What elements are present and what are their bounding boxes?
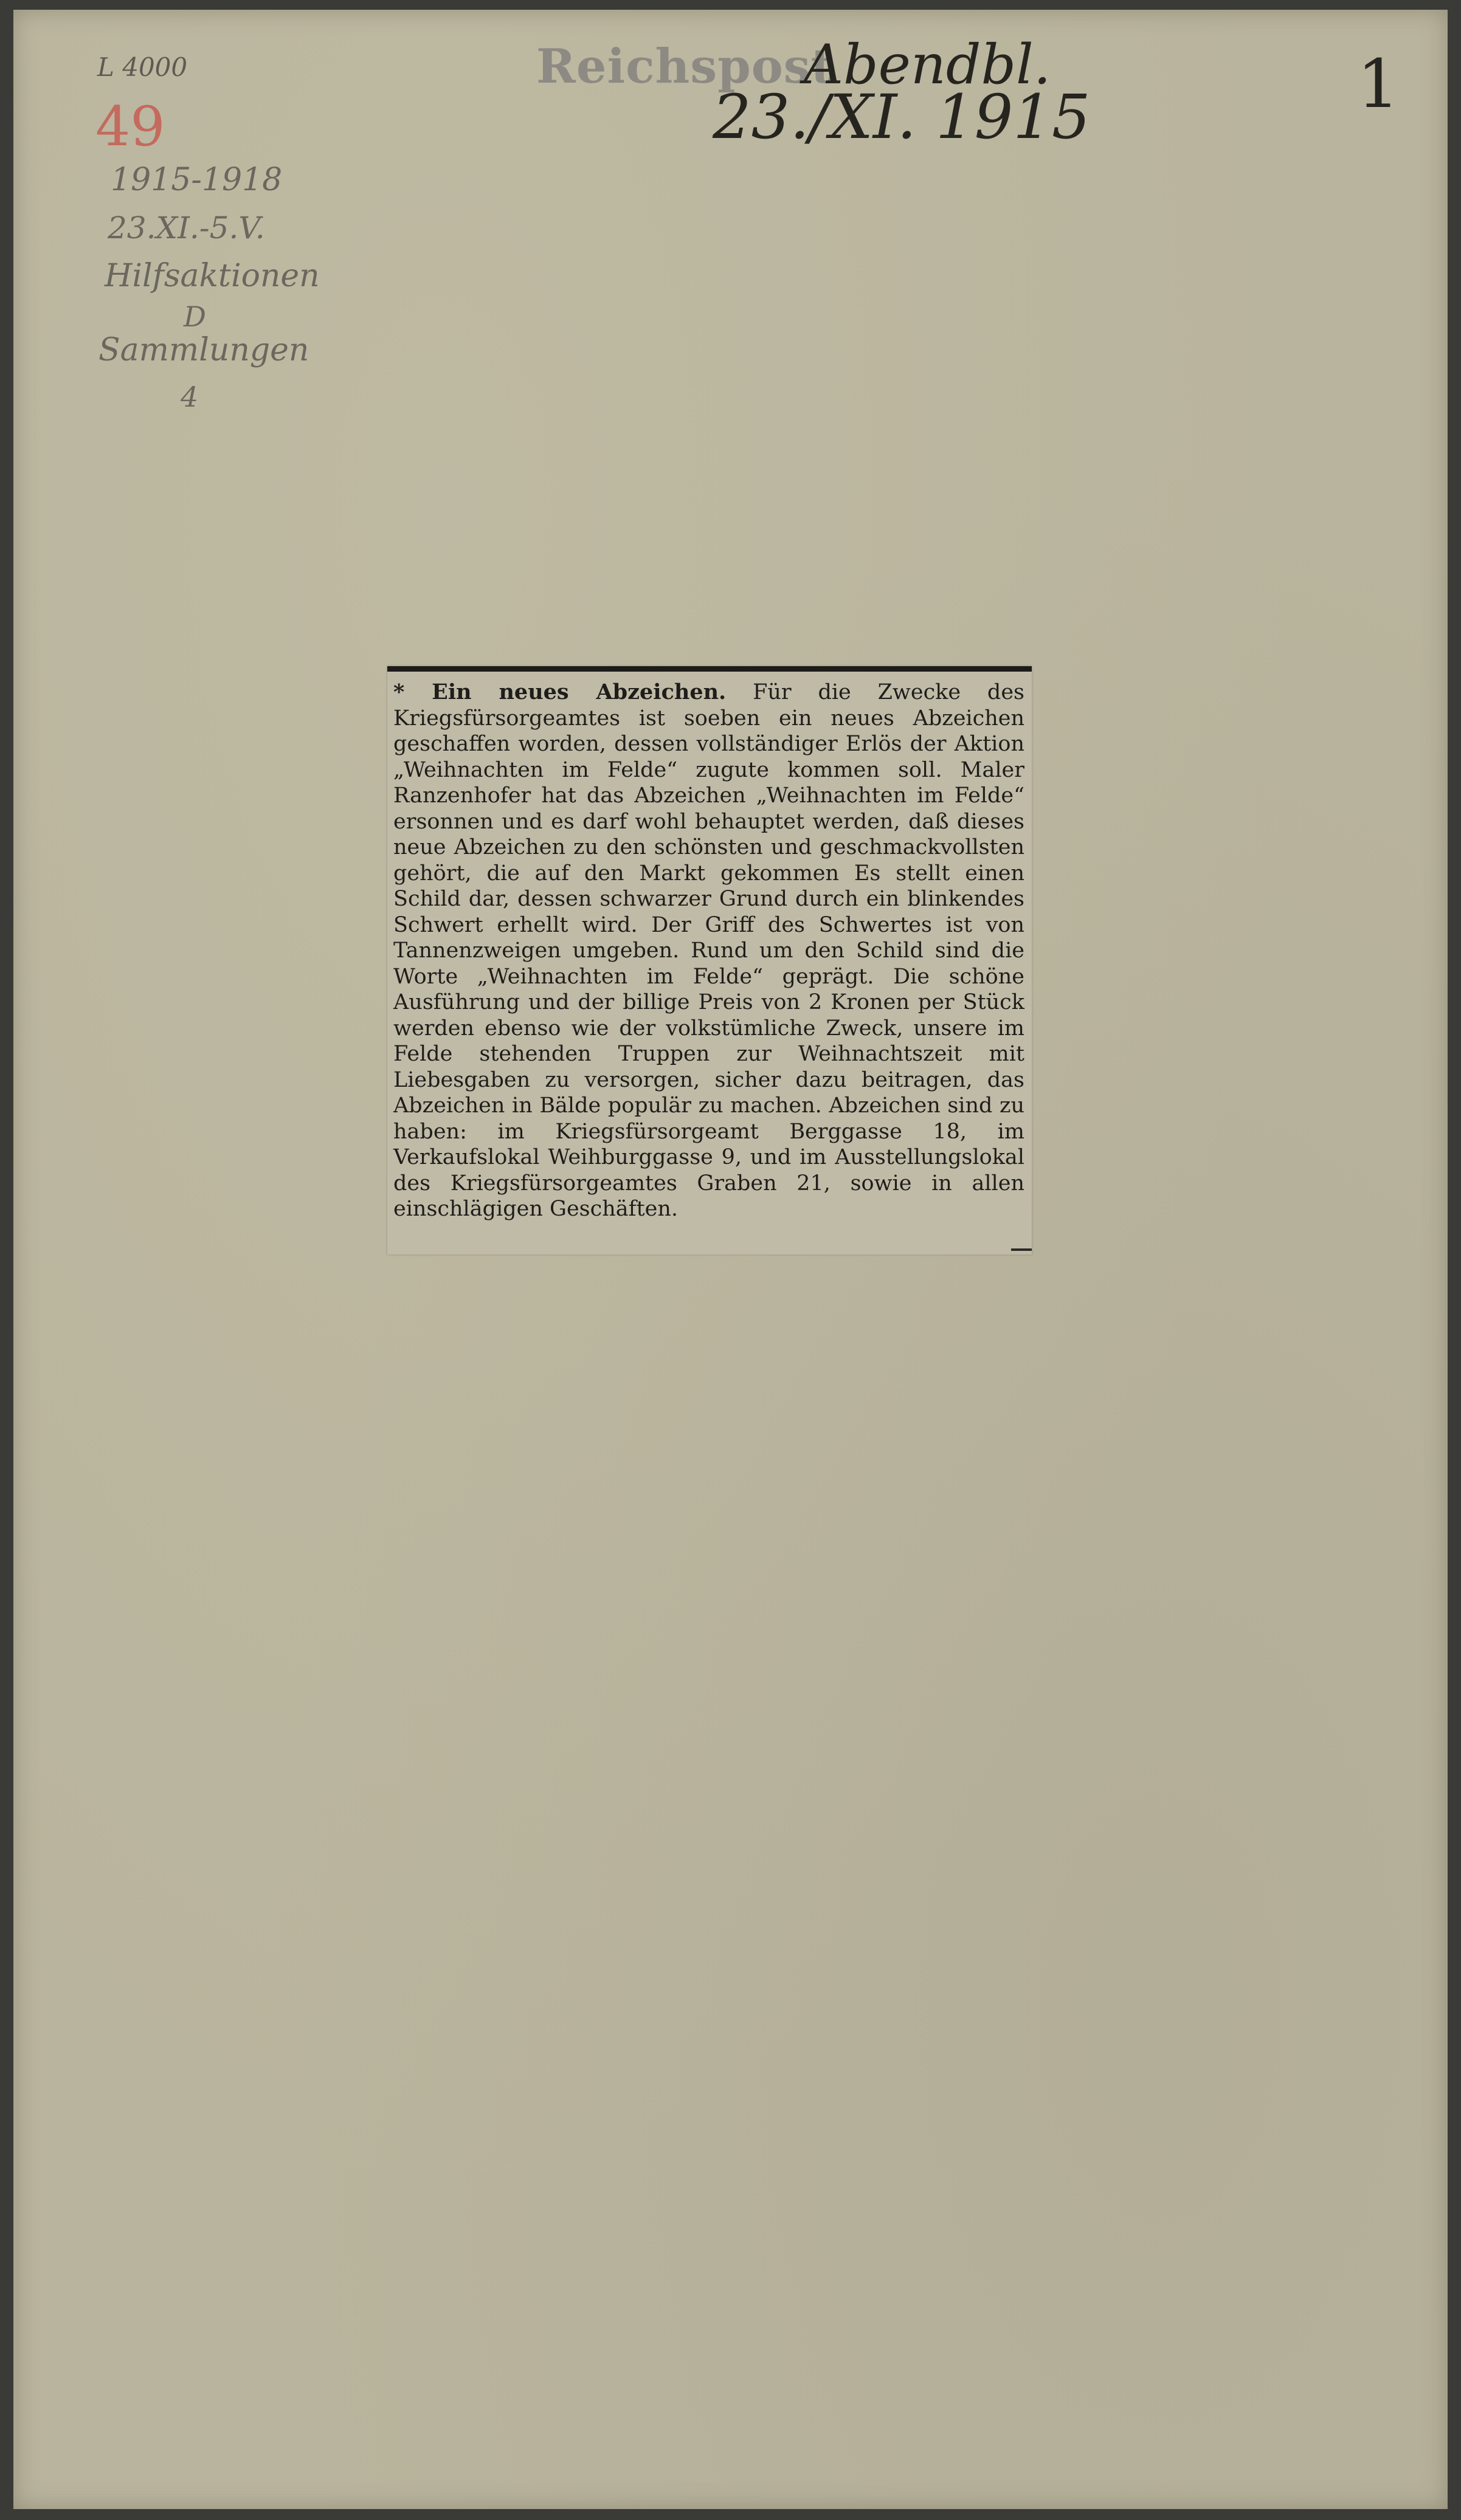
newspaper-stamp: Reichspost [536, 39, 834, 94]
sheet-number: 1 [1357, 45, 1400, 123]
edition-handwritten: Abendbl. [804, 33, 1051, 97]
archive-sub-number: 4 [181, 380, 199, 413]
archive-topic: Hilfsaktionen [105, 258, 320, 294]
archive-inventory-number: L 4000 [97, 52, 188, 82]
archive-folder-number: 49 [95, 95, 165, 159]
clipping-top-rule [387, 666, 1032, 672]
clipping-body: Für die Zwecke des Kriegsfürsorgeamtes ist soeben ein neues Abzeichen geschaffen worden, dessen vollständiger Erlös der Aktion „Weihnachten im Felde“ zugute kommen soll. Maler Ranzenhofer hat das Abzeichen „Weihnachten im Felde“ ersonnen und es darf wohl behauptet werden, daß dieses neue Abzeichen zu den schönsten und geschmackvollsten gehört, die auf den Markt gekommen Es stellt einen Schild dar, dessen schwarzer Grund durch ein blinkendes Schwert erhellt wird. Der Griff des Schwertes ist von Tannenzweigen umgeben. Rund um den Schild sind die Worte „Weihnachten im Felde“ geprägt. Die schöne Ausführung und der billige Preis von 2 Kronen per Stück werden ebenso wie der volkstümliche Zweck, unsere im Felde stehenden Truppen zur Weihnachtszeit mit Liebesgaben zu versorgen, sicher dazu beitragen, das Abzeichen in Bälde populär zu machen. Abzeichen sind zu haben: im Kriegsfürsorgeamt Berggasse 18, im Verkaufslokal Weihburggasse 9, und im Ausstellungslokal des Kriegsfürsorgeamtes Graben 21, sowie in allen einschlägigen Geschäften. [393, 680, 1024, 1221]
archive-letter: D [184, 300, 206, 333]
archive-subtopic: Sammlungen [98, 332, 309, 368]
archive-date-range: 23.XI.-5.V. [108, 210, 265, 246]
clipping-article [393, 680, 1024, 1222]
document-sheet [13, 10, 1448, 2509]
clipping-end-mark [1011, 1248, 1032, 1251]
clipping-headline: * Ein neues Abzeichen. [393, 680, 727, 704]
newspaper-clipping [387, 666, 1032, 1255]
date-handwritten: 23./XI. 1915 [713, 81, 1091, 153]
archive-years: 1915-1918 [111, 162, 283, 198]
